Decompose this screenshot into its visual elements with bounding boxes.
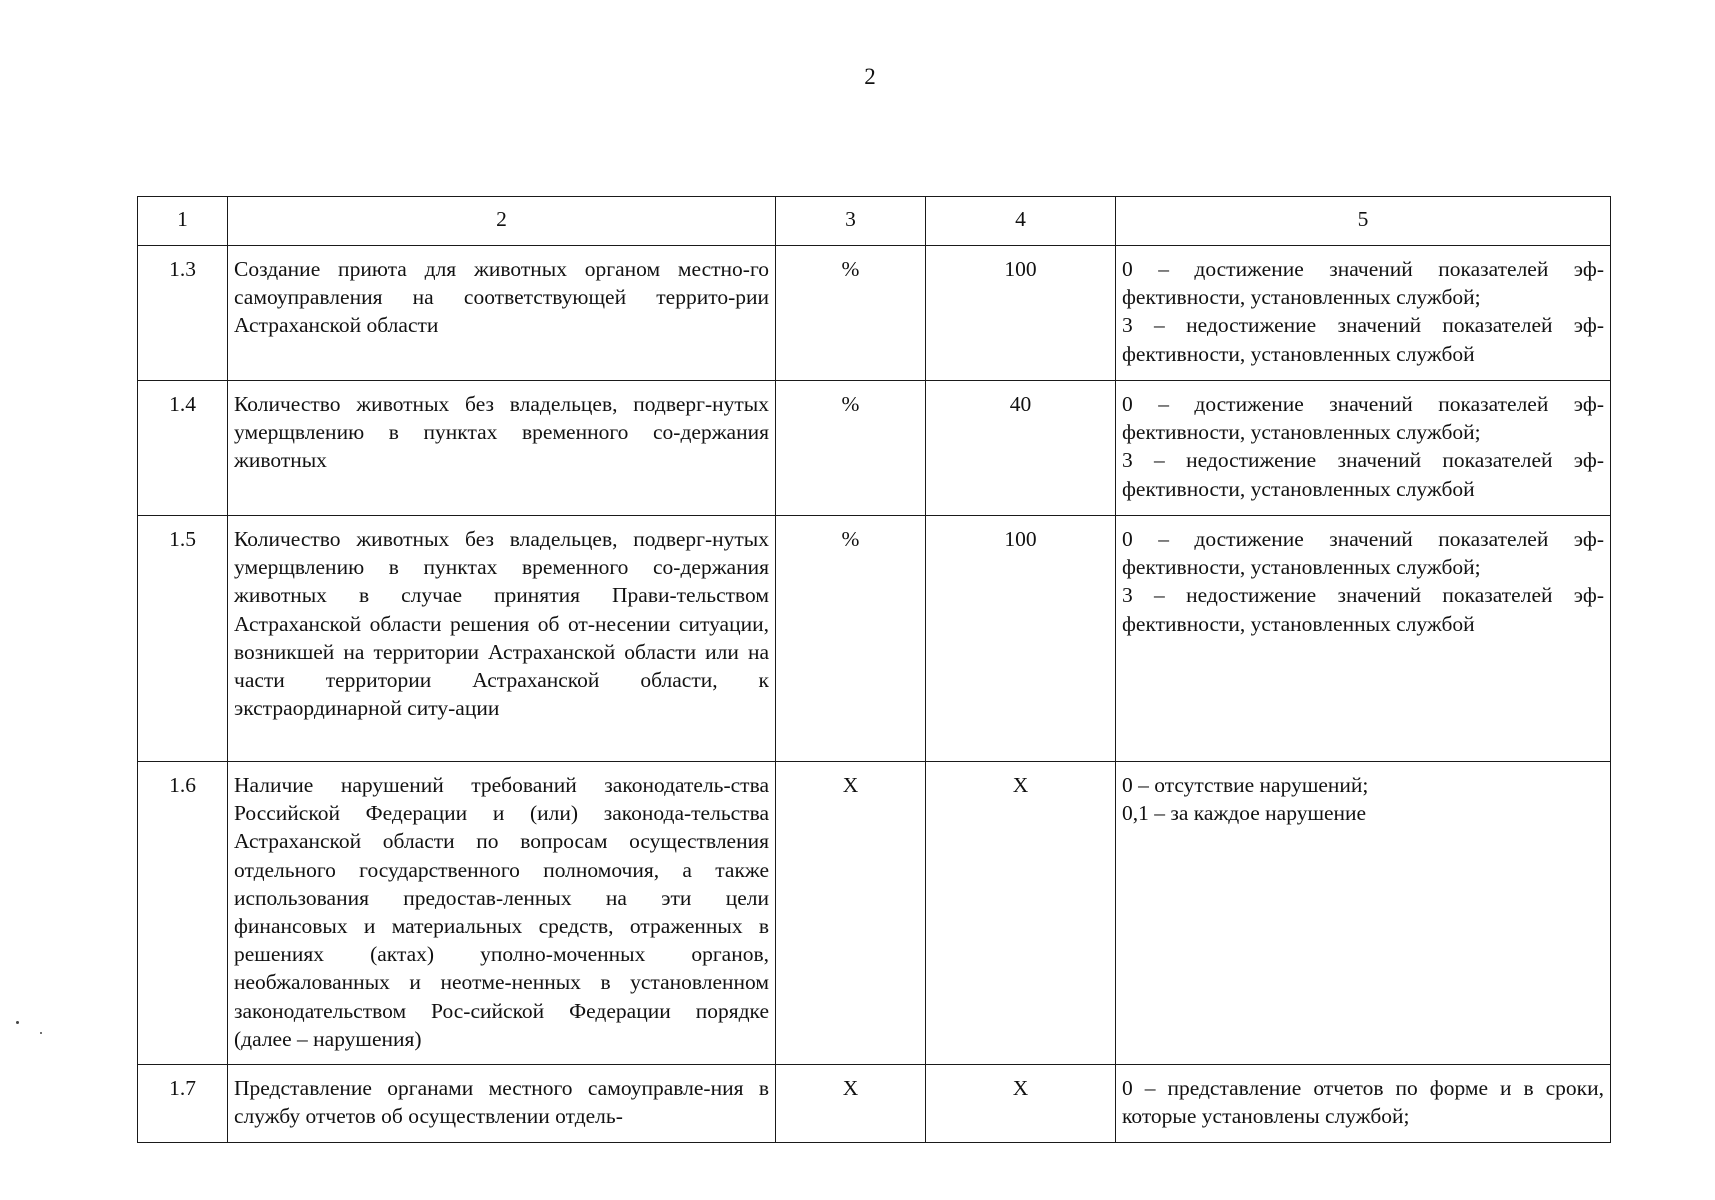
header-row xyxy=(138,197,1611,246)
header-cell-3: 3 xyxy=(776,197,926,246)
target-value-cell: 40 xyxy=(926,381,1116,516)
target-value-cell: 100 xyxy=(926,516,1116,762)
score-line: 0 – достижение значений показателей эф-фективности, установленных службой; xyxy=(1122,527,1604,580)
indicator-name: Наличие нарушений требований законодатель-ства Российской Федерации и (или) законода-тельства Астраханской области по вопросам осуществления отдельного государственного полномочия, а также использования предостав-ленных на эти цели финансовых и материальных средств, отраженных в решениях (актах) уполно-моченных органов, необжалованных и неотме-ненных в установленном законодательством Рос-сийской Федерации порядке (далее – нарушения) xyxy=(228,762,776,1065)
table-row xyxy=(138,246,1611,381)
target-value-cell: 100 xyxy=(926,246,1116,381)
unit-cell: % xyxy=(776,246,926,381)
score-cell xyxy=(1116,381,1611,516)
indicators-table xyxy=(137,196,1611,1143)
unit-cell: % xyxy=(776,516,926,762)
unit-cell: X xyxy=(776,762,926,1065)
header-cell-2: 2 xyxy=(228,197,776,246)
indicator-name: Представление органами местного самоуправле-ния в службу отчетов об осуществлении отдель- xyxy=(228,1065,776,1143)
score-line: 3 – недостижение значений показателей эф-фективности, установленных службой xyxy=(1122,448,1604,501)
indicator-name: Создание приюта для животных органом местно-го самоуправления на соответствующей террито-рии Астраханской области xyxy=(228,246,776,381)
row-number: 1.6 xyxy=(138,762,228,1065)
header-cell-4: 4 xyxy=(926,197,1116,246)
page-number: 2 xyxy=(864,64,876,89)
score-line: 3 – недостижение значений показателей эф-фективности, установленных службой xyxy=(1122,313,1604,366)
header-cell-5: 5 xyxy=(1116,197,1611,246)
score-cell xyxy=(1116,1065,1611,1143)
row-number: 1.7 xyxy=(138,1065,228,1143)
row-number: 1.5 xyxy=(138,516,228,762)
score-line: 0 – отсутствие нарушений; xyxy=(1122,773,1369,797)
score-cell xyxy=(1116,246,1611,381)
target-value-cell: X xyxy=(926,1065,1116,1143)
table-body xyxy=(138,197,1611,1143)
scan-speck xyxy=(40,1032,42,1034)
score-line: 0 – достижение значений показателей эф-фективности, установленных службой; xyxy=(1122,257,1604,310)
target-value-cell: X xyxy=(926,762,1116,1065)
score-line: 0,1 – за каждое нарушение xyxy=(1122,801,1367,826)
table-row xyxy=(138,516,1611,762)
score-line: 0 – представление отчетов по форме и в сроки, которые установлены службой; xyxy=(1122,1076,1604,1129)
scan-speck xyxy=(16,1021,19,1024)
row-number: 1.4 xyxy=(138,381,228,516)
score-cell xyxy=(1116,762,1611,1065)
table-row xyxy=(138,1065,1611,1143)
unit-cell: % xyxy=(776,381,926,516)
score-line: 3 – недостижение значений показателей эф-фективности, установленных службой xyxy=(1122,583,1604,636)
indicator-name: Количество животных без владельцев, подверг-нутых умерщвлению в пунктах временного со-держания животных в случае принятия Прави-тельством Астраханской области решения об от-несении ситуации, возникшей на территории Астраханской области или на части территории Астраханской области, к экстраординарной ситу-ации xyxy=(228,516,776,762)
unit-cell: X xyxy=(776,1065,926,1143)
score-line: 0 – достижение значений показателей эф-фективности, установленных службой; xyxy=(1122,392,1604,445)
indicator-name: Количество животных без владельцев, подверг-нутых умерщвлению в пунктах временного со-держания животных xyxy=(228,381,776,516)
table-row xyxy=(138,381,1611,516)
score-cell xyxy=(1116,516,1611,762)
table-row xyxy=(138,762,1611,1065)
header-cell-1: 1 xyxy=(138,197,228,246)
row-number: 1.3 xyxy=(138,246,228,381)
